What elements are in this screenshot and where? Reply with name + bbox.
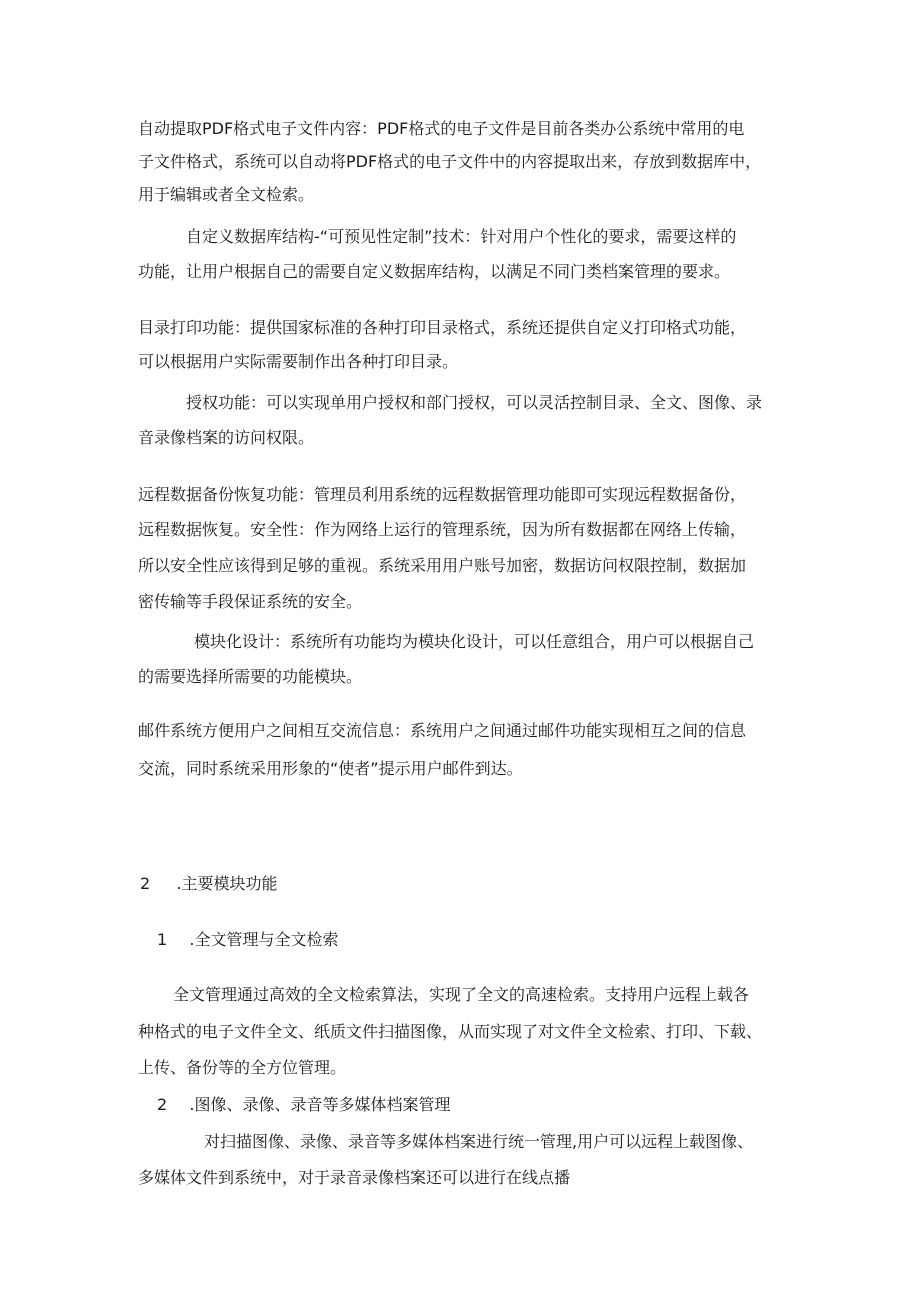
paragraph-line: 用于编辑或者全文检索。	[138, 185, 315, 204]
paragraph-line: 多媒体文件到系统中，对于录音录像档案还可以进行在线点播	[138, 1168, 571, 1187]
section-heading	[140, 874, 277, 894]
subsection-number: 2	[157, 1095, 168, 1114]
paragraph-line: 可以根据用户实际需要制作出各种打印目录。	[138, 352, 459, 371]
subsection-number: 1	[157, 930, 168, 949]
paragraph-line: 音录像档案的访问权限。	[138, 428, 315, 447]
paragraph-line: 自定义数据库结构-“可预见性定制”技术：针对用户个性化的要求，需要这样的	[186, 227, 737, 246]
subsection-title: .图像、录像、录音等多媒体档案管理	[189, 1095, 451, 1114]
paragraph-line: 模块化设计：系统所有功能均为模块化设计，可以任意组合，用户可以根据自己	[194, 632, 755, 651]
subsection-heading	[157, 1095, 450, 1115]
section-title: .主要模块功能	[176, 874, 278, 893]
paragraph-line: 邮件系统方便用户之间相互交流信息：系统用户之间通过邮件功能实现相互之间的信息	[138, 721, 747, 740]
paragraph-line: 全文管理通过高效的全文检索算法，实现了全文的高速检索。支持用户远程上载各	[173, 985, 750, 1004]
paragraph-line: 目录打印功能：提供国家标准的各种打印目录格式，系统还提供自定义打印格式功能，	[138, 318, 747, 337]
paragraph-line: 对扫描图像、录像、录音等多媒体档案进行统一管理,用户可以远程上载图像、	[204, 1132, 754, 1151]
paragraph-line: 的需要选择所需要的功能模块。	[138, 667, 363, 686]
paragraph-line: 所以安全性应该得到足够的重视。系统采用用户账号加密，数据访问权限控制，数据加	[138, 556, 747, 575]
paragraph-line: 密传输等手段保证系统的安全。	[138, 592, 363, 611]
section-number: 2	[140, 874, 151, 893]
paragraph-line: 授权功能：可以实现单用户授权和部门授权，可以灵活控制目录、全文、图像、录	[186, 393, 763, 412]
paragraph-line: 上传、备份等的全方位管理。	[138, 1058, 347, 1077]
paragraph-line: 种格式的电子文件全文、纸质文件扫描图像，从而实现了对文件全文检索、打印、下载、	[138, 1022, 763, 1041]
paragraph-line: 交流，同时系统采用形象的“使者”提示用户邮件到达。	[138, 759, 523, 778]
paragraph-line: 远程数据恢复。安全性：作为网络上运行的管理系统，因为所有数据都在网络上传输，	[138, 520, 747, 539]
subsection-heading	[157, 930, 338, 950]
paragraph-line: 自动提取PDF格式电子文件内容：PDF格式的电子文件是目前各类办公系统中常用的电	[138, 119, 745, 138]
paragraph-line: 功能，让用户根据自己的需要自定义数据库结构，以满足不同门类档案管理的要求。	[138, 262, 731, 281]
paragraph-line: 子文件格式，系统可以自动将PDF格式的电子文件中的内容提取出来，存放到数据库中，	[138, 152, 762, 171]
paragraph-line: 远程数据备份恢复功能：管理员利用系统的远程数据管理功能即可实现远程数据备份，	[138, 485, 747, 504]
subsection-title: .全文管理与全文检索	[189, 930, 339, 949]
